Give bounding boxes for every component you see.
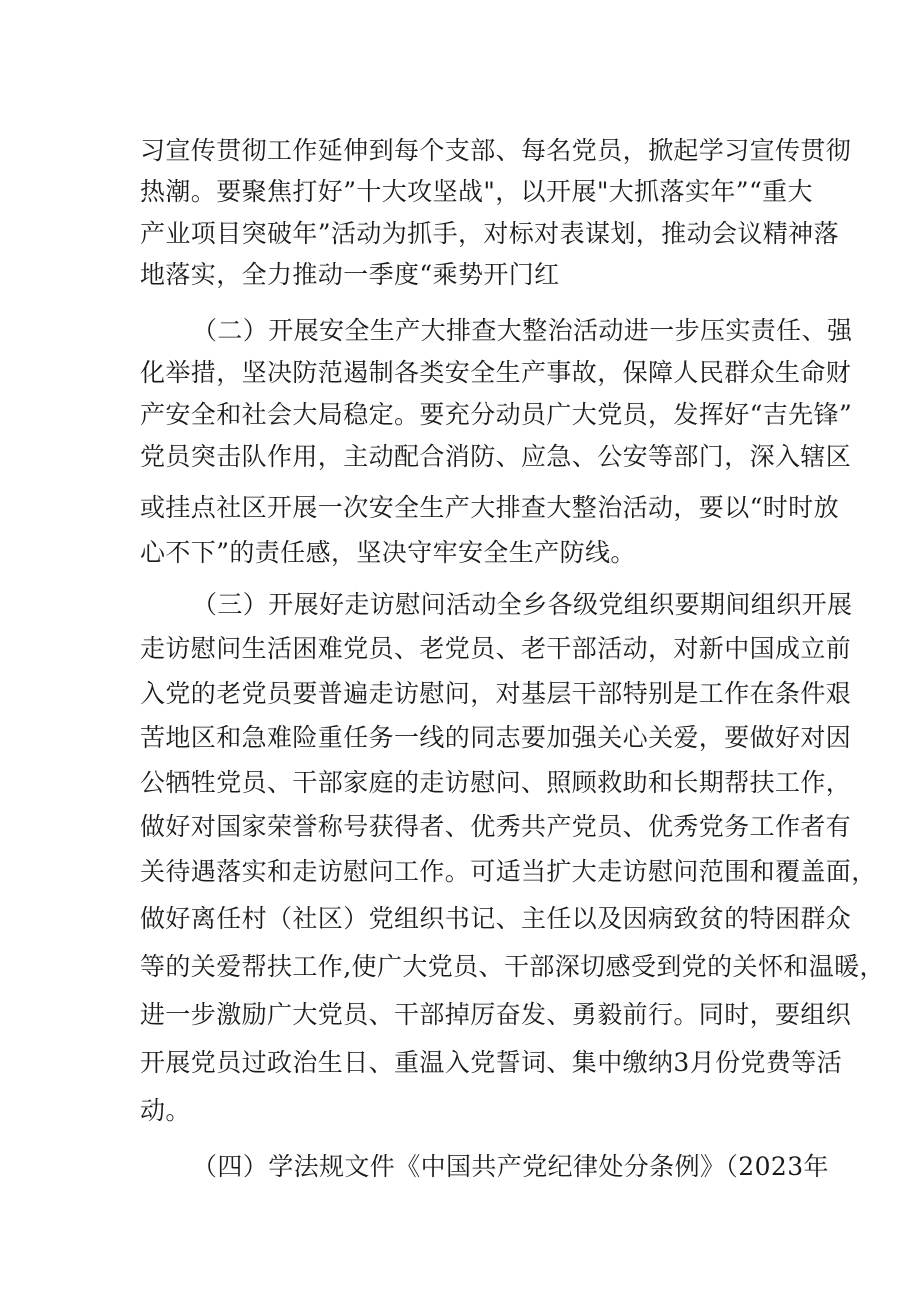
text-line: 化举措，坚决防范遏制各类安全生产事故，保障人民群众生命财 (140, 358, 852, 387)
text-line: 关待遇落实和走访慰问工作。可适当扩大走访慰问范围和覆盖面， (140, 857, 877, 886)
text-line: 党员突击队作用，主动配合消防、应急、公安等部门，深入辖区 (140, 442, 852, 471)
text-line: 走访慰问生活困难党员、老党员、老干部活动，对新中国成立前 (140, 634, 852, 663)
text-line: 地落实，全力推动一季度“乘势开门红 (140, 260, 560, 289)
text-line: 苦地区和急难险重任务一线的同志要加强关心关爱，要做好对因 (140, 723, 852, 752)
text-line: 做好对国家荣誉称号获得者、优秀共产党员、优秀党务工作者有 (140, 812, 852, 841)
text-line: 等的关爱帮扶工作,使广大党员、干部深切感受到党的关怀和温暖， (140, 952, 885, 981)
section-heading-4: （四）学法规文件《中国共产党纪律处分条例》（2023年 (192, 1152, 829, 1181)
text-line: 进一步激励广大党员、干部掉厉奋发、勇毅前行。同时，要组织 (140, 1000, 852, 1029)
section-heading-2: （二）开展安全生产大排查大整治活动进一步压实责任、强 (192, 316, 853, 345)
text-line: 动。 (140, 1096, 191, 1125)
text-line: 产安全和社会大局稳定。要充分动员广大党员，发挥好“吉先锋” (140, 400, 853, 429)
text-line: 入党的老党员要普遍走访慰问，对基层干部特别是工作在条件艰 (140, 679, 852, 708)
text-line: 做好离任村（社区）党组织书记、主任以及因病致贫的特困群众 (140, 904, 852, 933)
text-line: 热潮。要聚焦打好”十大攻坚战"，以开展"大抓落实年”“重大 (140, 177, 813, 206)
text-line: 或挂点社区开展一次安全生产大排查大整治活动，要以“时时放 (140, 493, 839, 522)
text-line: 产业项目突破年”活动为抓手，对标对表谋划，推动会议精神落 (140, 219, 839, 248)
text-line: 心不下”的责任感，坚决守牢安全生产防线。 (140, 538, 636, 567)
text-line: 习宣传贯彻工作延伸到每个支部、每名党员，掀起学习宣传贯彻 (140, 136, 852, 165)
text-line: 开展党员过政治生日、重温入党誓词、集中缴纳3月份党费等活 (140, 1048, 843, 1077)
section-heading-3: （三）开展好走访慰问活动全乡各级党组织要期间组织开展 (192, 590, 853, 619)
text-line: 公牺牲党员、干部家庭的走访慰问、照顾救助和长期帮扶工作， (140, 768, 852, 797)
